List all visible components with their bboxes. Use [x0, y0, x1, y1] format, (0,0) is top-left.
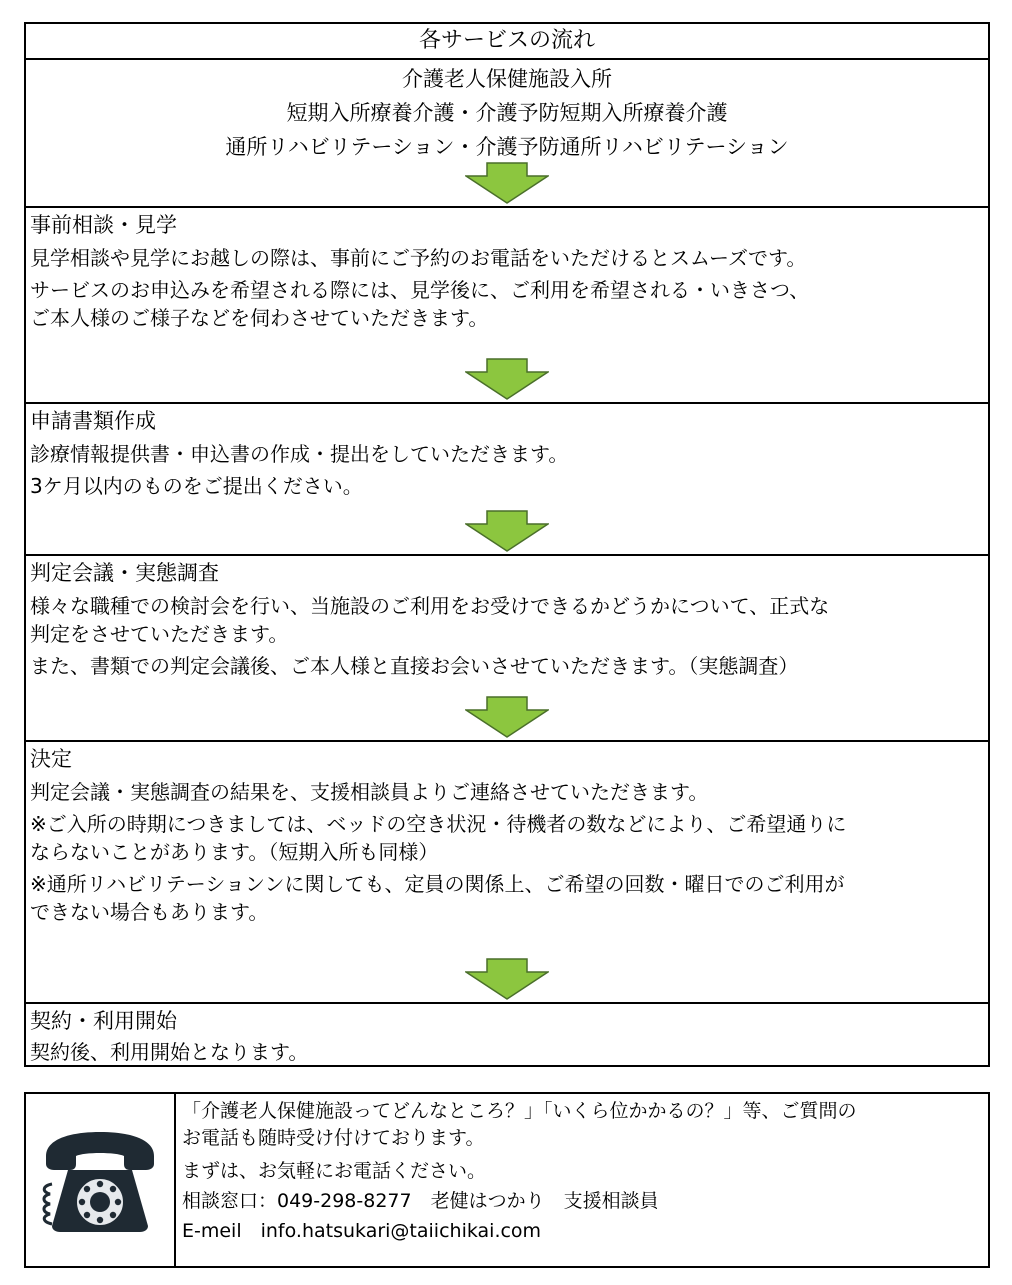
- paragraph-line: サービスのお申込みを希望される際には、見学後に、ご利用を希望される・いきさつ、: [30, 278, 810, 302]
- step-contract: [26, 1004, 988, 1067]
- phone-cell: [26, 1094, 176, 1266]
- step-paragraph: [30, 276, 988, 332]
- service-name: 介護老人保健施設入所: [402, 67, 612, 91]
- paragraph-line: ※ご入所の時期につきましては、ベッドの空き状況・待機者の数などにより、ご希望通りに: [30, 812, 847, 836]
- paragraph-line: ご本人様のご様子などを伺わさせていただきます。: [30, 306, 489, 330]
- step-paragraph: [30, 592, 988, 648]
- paragraph-line: 契約後、利用開始となります。: [30, 1040, 309, 1064]
- step-judgment: [26, 556, 988, 742]
- question-line: 「介護老人保健施設ってどんなところ？」「いくら位かかるの？」等、ご質問の: [182, 1100, 857, 1122]
- paragraph-line: 見学相談や見学にお越しの際は、事前にご予約のお電話をいただけるとスムーズです。: [30, 246, 807, 270]
- down-arrow-icon: [465, 358, 549, 400]
- service-flow-table: [24, 22, 990, 1067]
- services-section: [26, 60, 988, 208]
- contact-text: [182, 1098, 982, 1248]
- paragraph-line: できない場合もあります。: [30, 900, 269, 924]
- step-paragraph: [30, 810, 988, 866]
- service-name: 短期入所療養介護・介護予防短期入所療養介護: [286, 101, 728, 125]
- contact-question: [182, 1098, 982, 1152]
- step-heading: 決定: [30, 747, 72, 771]
- step-heading: 申請書類作成: [30, 409, 156, 433]
- step-application: [26, 404, 988, 556]
- paragraph-line: ならないことがあります。（短期入所も同様）: [30, 840, 439, 864]
- paragraph-line: 判定会議・実態調査の結果を、支援相談員よりご連絡させていただきます。: [30, 780, 709, 804]
- paragraph-line: 様々な職種での検討会を行い、当施設のご利用をお受けできるかどうかについて、正式な: [30, 594, 830, 618]
- paragraph-line: 診療情報提供書・申込書の作成・提出をしていただきます。: [30, 442, 569, 466]
- step-paragraph: [30, 472, 988, 500]
- step-paragraph: [30, 244, 988, 272]
- telephone-icon: [38, 1126, 162, 1236]
- question-line: お電話も随時受け付けております。: [182, 1127, 485, 1149]
- contact-box: [24, 1092, 990, 1268]
- step-paragraph: [30, 440, 988, 468]
- down-arrow-icon: [465, 696, 549, 738]
- step-heading: 判定会議・実態調査: [30, 561, 219, 585]
- paragraph-line: 判定をさせていただきます。: [30, 622, 289, 646]
- down-arrow-icon: [465, 958, 549, 1000]
- contact-invite: まずは、お気軽にお電話ください。: [182, 1160, 487, 1182]
- step-consultation: [26, 208, 988, 404]
- step-paragraph: [30, 778, 988, 806]
- contact-email: E-meil info.hatsukari@taiichikai.com: [182, 1220, 542, 1242]
- paragraph-line: また、書類での判定会議後、ご本人様と直接お会いさせていただきます。（実態調査）: [30, 654, 799, 678]
- contact-window: 相談窓口：049-298-8277 老健はつかり 支援相談員: [182, 1190, 659, 1212]
- paragraph-line: 3ケ月以内のものをご提出ください。: [30, 474, 363, 498]
- paragraph-line: ※通所リハビリテーションンに関しても、定員の関係上、ご希望の回数・曜日でのご利用が: [30, 872, 845, 896]
- step-paragraph: [30, 652, 988, 680]
- service-name: 通所リハビリテーション・介護予防通所リハビリテーション: [225, 135, 789, 159]
- step-heading: 事前相談・見学: [30, 213, 177, 237]
- step-paragraph: [30, 1038, 988, 1066]
- step-heading: 契約・利用開始: [30, 1009, 177, 1033]
- flow-title: 各サービスの流れ: [26, 24, 988, 60]
- step-decision: [26, 742, 988, 1004]
- down-arrow-icon: [465, 162, 549, 204]
- step-paragraph: [30, 870, 988, 926]
- down-arrow-icon: [465, 510, 549, 552]
